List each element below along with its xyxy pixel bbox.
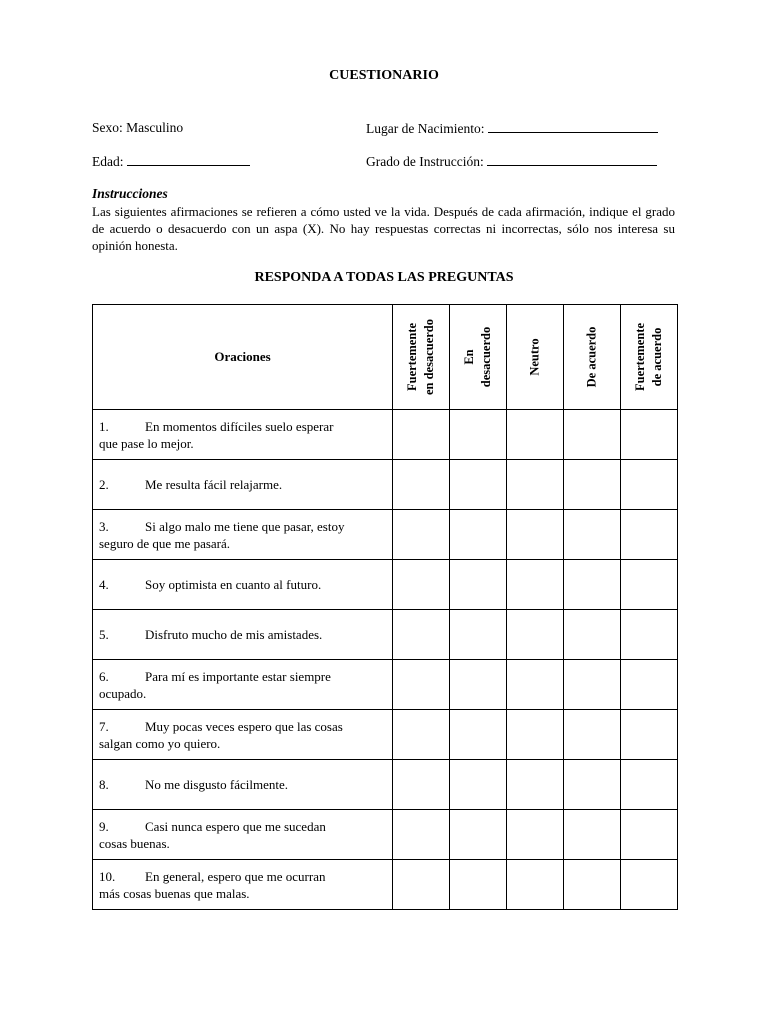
lugar-nacimiento-label: Lugar de Nacimiento:	[366, 121, 485, 136]
grado-instruccion-blank[interactable]	[487, 153, 657, 166]
header-option-1	[393, 305, 450, 410]
statement-text-rest: seguro de que me pasará.	[99, 535, 231, 551]
answer-cell-option-1[interactable]	[393, 660, 450, 710]
statement	[99, 868, 386, 902]
sexo-field	[92, 120, 183, 136]
table-row	[93, 860, 678, 910]
answer-cell-option-4[interactable]	[564, 410, 621, 460]
answer-cell-option-3[interactable]	[507, 610, 564, 660]
statement-text	[145, 476, 282, 493]
statement-text-first: Casi nunca espero que me sucedan	[145, 818, 326, 834]
header-option-4-line1: De acuerdo	[584, 326, 599, 388]
answer-cell-option-1[interactable]	[393, 860, 450, 910]
answer-cell-option-4[interactable]	[564, 760, 621, 810]
answer-cell-option-5[interactable]	[621, 810, 678, 860]
statement-cell	[93, 460, 393, 510]
statement-text	[99, 518, 345, 552]
statement-cell	[93, 810, 393, 860]
answer-cell-option-2[interactable]	[450, 660, 507, 710]
statement-cell	[93, 860, 393, 910]
sexo-label: Sexo:	[92, 120, 123, 135]
answer-cell-option-2[interactable]	[450, 860, 507, 910]
answer-cell-option-2[interactable]	[450, 810, 507, 860]
statement-text-first: Soy optimista en cuanto al futuro.	[145, 577, 322, 592]
header-option-3	[507, 305, 564, 410]
statement-text-first: En general, espero que me ocurran	[145, 868, 326, 884]
answer-cell-option-1[interactable]	[393, 560, 450, 610]
answer-cell-option-3[interactable]	[507, 410, 564, 460]
answer-cell-option-3[interactable]	[507, 660, 564, 710]
answer-cell-option-3[interactable]	[507, 810, 564, 860]
answer-cell-option-3[interactable]	[507, 460, 564, 510]
table-row	[93, 410, 678, 460]
answer-cell-option-4[interactable]	[564, 510, 621, 560]
table-row	[93, 810, 678, 860]
answer-cell-option-4[interactable]	[564, 610, 621, 660]
answer-cell-option-3[interactable]	[507, 860, 564, 910]
edad-label: Edad:	[92, 154, 124, 169]
statement	[99, 518, 386, 552]
answer-cell-option-2[interactable]	[450, 410, 507, 460]
statement-text-rest: más cosas buenas que malas.	[99, 885, 250, 901]
answer-cell-option-5[interactable]	[621, 510, 678, 560]
header-option-2-line1: En	[462, 349, 476, 365]
table-row	[93, 760, 678, 810]
statement-number: 5.	[99, 627, 109, 642]
table-row	[93, 710, 678, 760]
answer-cell-option-1[interactable]	[393, 510, 450, 560]
statement-text-first: Disfruto mucho de mis amistades.	[145, 627, 323, 642]
table-row	[93, 610, 678, 660]
answer-cell-option-3[interactable]	[507, 710, 564, 760]
answer-cell-option-5[interactable]	[621, 660, 678, 710]
statement-number: 8.	[99, 777, 109, 792]
answer-cell-option-5[interactable]	[621, 710, 678, 760]
lugar-nacimiento-field	[366, 120, 658, 137]
statement-text	[145, 626, 322, 643]
answer-cell-option-1[interactable]	[393, 760, 450, 810]
header-option-5-line2: de acuerdo	[650, 327, 664, 387]
answer-cell-option-1[interactable]	[393, 410, 450, 460]
statement	[99, 818, 386, 852]
header-option-1-line1: Fuertemente	[405, 322, 419, 392]
statement-cell	[93, 760, 393, 810]
sexo-value: Masculino	[126, 120, 184, 135]
statement-text	[99, 718, 343, 752]
statement-text	[99, 668, 331, 702]
header-option-4	[564, 305, 621, 410]
answer-cell-option-4[interactable]	[564, 860, 621, 910]
answer-cell-option-4[interactable]	[564, 560, 621, 610]
statement-number: 9.	[99, 818, 109, 834]
answer-cell-option-5[interactable]	[621, 560, 678, 610]
table-row	[93, 560, 678, 610]
statement	[99, 668, 386, 702]
answer-cell-option-5[interactable]	[621, 860, 678, 910]
header-oraciones: Oraciones	[93, 305, 393, 410]
statement	[99, 626, 386, 643]
statement-text-rest: cosas buenas.	[99, 835, 170, 851]
instructions-body: Las siguientes afirmaciones se refieren a cómo usted ve la vida. Después de cada afirmación, indique el grado de acuerdo o desacuerdo con un aspa (X). No hay respuestas correctas ni incorrectas, sólo nos interesa su opinión honesta.	[92, 204, 675, 253]
edad-blank[interactable]	[127, 153, 250, 166]
statement-cell	[93, 560, 393, 610]
header-option-3-line1: Neutro	[527, 338, 542, 376]
statement-number: 3.	[99, 518, 109, 534]
table-row	[93, 460, 678, 510]
header-option-5	[621, 305, 678, 410]
answer-cell-option-4[interactable]	[564, 810, 621, 860]
statement	[99, 576, 386, 593]
statement	[99, 776, 386, 793]
statement-text	[99, 418, 334, 452]
answer-cell-option-1[interactable]	[393, 810, 450, 860]
statement-text-rest: que pase lo mejor.	[99, 435, 194, 451]
statement-number: 4.	[99, 577, 109, 592]
statement-text-rest: salgan como yo quiero.	[99, 735, 221, 751]
statement-number: 10.	[99, 868, 116, 884]
answer-cell-option-4[interactable]	[564, 460, 621, 510]
lugar-nacimiento-blank[interactable]	[488, 120, 658, 133]
statement-number: 6.	[99, 668, 109, 684]
statement-cell	[93, 710, 393, 760]
table-row	[93, 660, 678, 710]
answer-cell-option-3[interactable]	[507, 510, 564, 560]
table-header-row	[93, 305, 678, 410]
statement-number: 2.	[99, 477, 109, 492]
statement-text-rest: ocupado.	[99, 685, 147, 701]
grado-instruccion-label: Grado de Instrucción:	[366, 154, 484, 169]
statement-text	[145, 776, 288, 793]
answer-cell-option-2[interactable]	[450, 460, 507, 510]
statement-cell	[93, 510, 393, 560]
answer-cell-option-1[interactable]	[393, 710, 450, 760]
statement	[99, 476, 386, 493]
statement-text	[99, 818, 326, 852]
answer-cell-option-2[interactable]	[450, 610, 507, 660]
statement-text-first: En momentos difíciles suelo esperar	[145, 418, 334, 434]
answer-cell-option-5[interactable]	[621, 410, 678, 460]
answer-cell-option-2[interactable]	[450, 710, 507, 760]
table-row	[93, 510, 678, 560]
answer-cell-option-3[interactable]	[507, 760, 564, 810]
section-subtitle: RESPONDA A TODAS LAS PREGUNTAS	[254, 270, 514, 285]
answer-cell-option-4[interactable]	[564, 660, 621, 710]
header-option-1-line2: en desacuerdo	[422, 318, 436, 396]
questionnaire-table	[92, 304, 678, 910]
statement	[99, 418, 386, 452]
statement-text-first: Me resulta fácil relajarme.	[145, 477, 283, 492]
header-option-2-line2: desacuerdo	[479, 326, 493, 388]
statement-number: 7.	[99, 718, 109, 734]
document-title: CUESTIONARIO	[329, 68, 439, 83]
answer-cell-option-3[interactable]	[507, 560, 564, 610]
grado-instruccion-field	[366, 153, 657, 170]
statement-cell	[93, 660, 393, 710]
statement-number: 1.	[99, 418, 109, 434]
statement-cell	[93, 610, 393, 660]
statement-text-first: Si algo malo me tiene que pasar, estoy	[145, 518, 345, 534]
answer-cell-option-5[interactable]	[621, 610, 678, 660]
answer-cell-option-1[interactable]	[393, 460, 450, 510]
instructions-heading: Instrucciones	[92, 186, 168, 201]
answer-cell-option-2[interactable]	[450, 510, 507, 560]
edad-field	[92, 153, 250, 170]
answer-cell-option-5[interactable]	[621, 460, 678, 510]
header-option-2	[450, 305, 507, 410]
answer-cell-option-5[interactable]	[621, 760, 678, 810]
statement-text-first: Para mí es importante estar siempre	[145, 668, 331, 684]
statement	[99, 718, 386, 752]
statement-text-first: No me disgusto fácilmente.	[145, 777, 288, 792]
statement-text-first: Muy pocas veces espero que las cosas	[145, 718, 343, 734]
header-option-5-line1: Fuertemente	[633, 322, 647, 392]
answer-cell-option-2[interactable]	[450, 760, 507, 810]
answer-cell-option-4[interactable]	[564, 710, 621, 760]
answer-cell-option-1[interactable]	[393, 610, 450, 660]
statement-text	[145, 576, 321, 593]
statement-cell	[93, 410, 393, 460]
answer-cell-option-2[interactable]	[450, 560, 507, 610]
